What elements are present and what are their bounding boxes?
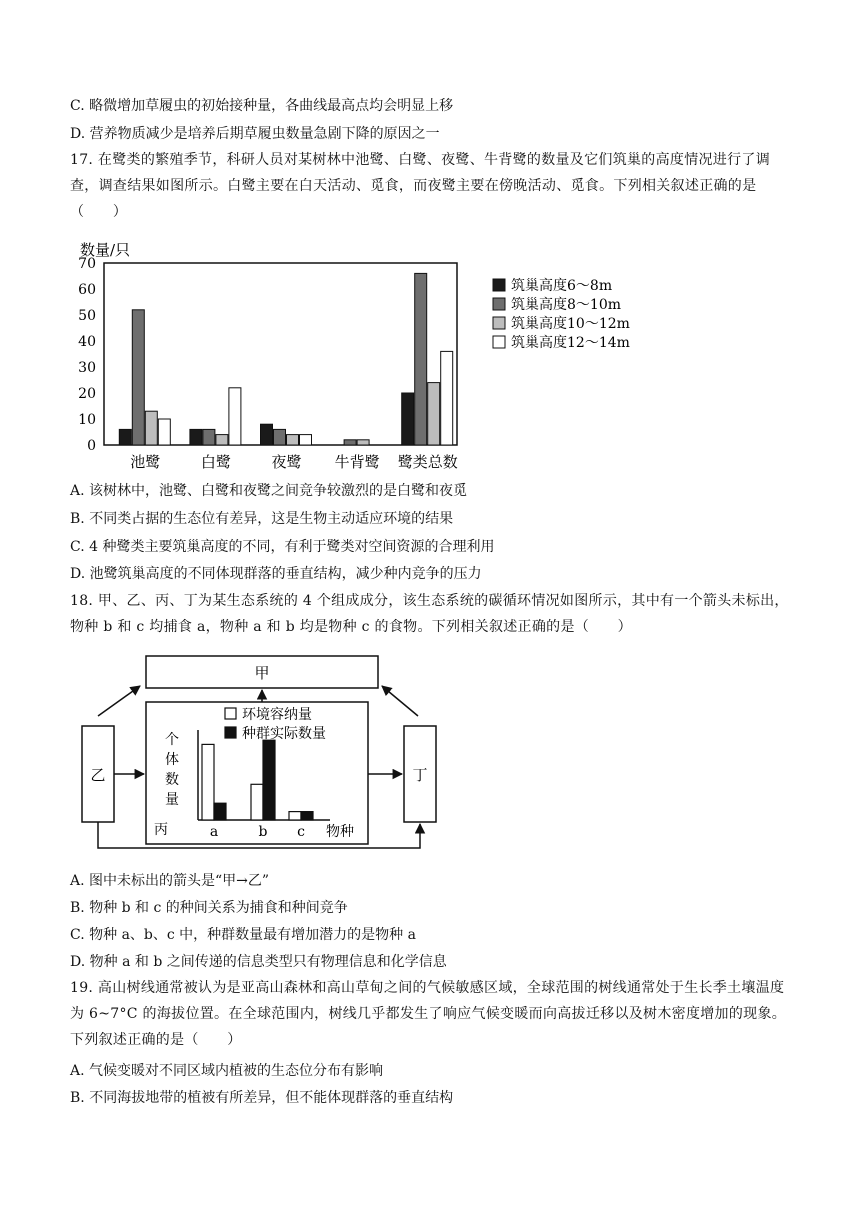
legend-label: 筑巢高度12～14m (511, 335, 630, 351)
x-category-label: 池鹭 (130, 453, 161, 471)
q18-option-c: C. 物种 a、b、c 中，种群数量最有增加潜力的是物种 a (70, 927, 416, 943)
bar (145, 411, 157, 445)
bar (261, 424, 273, 445)
legend-label: 筑巢高度6～8m (511, 278, 613, 294)
x-category-label: 夜鹭 (271, 453, 302, 471)
y-tick-label: 40 (78, 334, 96, 350)
y-axis-title-char: 数 (165, 772, 179, 788)
bar (415, 273, 427, 445)
q18-option-d: D. 物种 a 和 b 之间传递的信息类型只有物理信息和化学信息 (70, 954, 447, 970)
x-axis-title: 物种 (326, 824, 354, 840)
y-tick-label: 0 (87, 438, 96, 454)
q16-option-d: D. 营养物质减少是培养后期草履虫数量急剧下降的原因之一 (70, 126, 440, 142)
bar (441, 351, 453, 445)
bar (357, 440, 369, 445)
arrow-yi-to-jia (98, 686, 140, 716)
x-category-label: 牛背鹭 (334, 453, 380, 471)
y-tick-label: 70 (78, 256, 96, 272)
carbon-cycle-diagram (70, 650, 450, 860)
q19-option-a: A. 气候变暖对不同区域内植被的生态位分布有影响 (70, 1063, 384, 1079)
bar (287, 435, 299, 445)
bar (229, 388, 241, 445)
legend-swatch (493, 317, 505, 329)
y-axis-title-char: 量 (165, 792, 179, 808)
label-bing: 丙 (154, 822, 168, 838)
q18-option-a: A. 图中未标出的箭头是“甲→乙” (70, 873, 270, 889)
legend-label: 筑巢高度8～10m (511, 297, 621, 313)
bar (301, 812, 313, 820)
legend-swatch (225, 727, 236, 738)
x-category-label: b (258, 824, 268, 840)
label-ding: 丁 (412, 766, 428, 784)
label-yi: 乙 (90, 766, 106, 784)
bar (289, 812, 301, 820)
q19-option-b: B. 不同海拔地带的植被有所差异，但不能体现群落的垂直结构 (70, 1090, 454, 1106)
x-category-label: c (297, 824, 305, 840)
bar (119, 429, 131, 445)
q17-option-b: B. 不同类占据的生态位有差异，这是生物主动适应环境的结果 (70, 511, 454, 527)
x-category-label: 鹭类总数 (397, 453, 458, 471)
legend-label: 环境容纳量 (242, 707, 312, 723)
y-tick-label: 50 (78, 308, 96, 324)
q17-stem: 17. 在鹭类的繁殖季节，科研人员对某树林中池鹭、白鹭、夜鹭、牛背鹭的数量及它们筑巢的高度情况进行了调查，调查结果如图所示。白鹭主要在白天活动、觅食，而夜鹭主要在傍晚活动、觅食。下列相关叙述正确的是（ ） (70, 152, 771, 220)
legend-swatch (493, 336, 505, 348)
legend-swatch (225, 708, 236, 719)
bar (402, 393, 414, 445)
bird-nest-chart (60, 235, 700, 475)
q16-option-c: C. 略微增加草履虫的初始接种量，各曲线最高点均会明显上移 (70, 98, 454, 114)
q19-stem: 19. 高山树线通常被认为是亚高山森林和高山草甸之间的气候敏感区域，全球范围的树线通常处于生长季土壤温度为 6~7°C 的海拔位置。在全球范围内，树线几乎都发生了响应气候变暖而向高拔迁移以及树木密度增加的现象。下列叙述正确的是（ ） (70, 980, 787, 1048)
bar (202, 744, 214, 820)
bar (132, 310, 144, 445)
x-category-label: 白鹭 (200, 453, 231, 471)
label-jia: 甲 (254, 664, 270, 682)
y-tick-label: 20 (78, 386, 96, 402)
q18-option-b: B. 物种 b 和 c 的种间关系为捕食和种间竞争 (70, 900, 348, 916)
bar (203, 429, 215, 445)
q17-option-c: C. 4 种鹭类主要筑巢高度的不同，有利于鹭类对空间资源的合理利用 (70, 539, 495, 555)
y-tick-label: 60 (78, 282, 96, 298)
legend-label: 筑巢高度10～12m (511, 316, 630, 332)
arrow-ding-to-jia (382, 686, 418, 716)
bar (251, 784, 263, 820)
y-axis-title-char: 个 (165, 732, 179, 748)
q17-option-a: A. 该树林中，池鹭、白鹭和夜鹭之间竞争较激烈的是白鹭和夜觅 (70, 483, 468, 499)
legend-label: 种群实际数量 (242, 726, 326, 742)
y-tick-label: 30 (78, 360, 96, 376)
bar (263, 740, 275, 820)
legend-swatch (493, 279, 505, 291)
bar (344, 440, 356, 445)
box-bing (146, 702, 368, 844)
bar (214, 803, 226, 820)
bar (300, 435, 312, 445)
q17-option-d: D. 池鹭筑巢高度的不同体现群落的垂直结构，减少种内竞争的压力 (70, 566, 482, 582)
bar (158, 419, 170, 445)
bar (190, 429, 202, 445)
bar (428, 383, 440, 445)
q18-stem: 18. 甲、乙、丙、丁为某生态系统的 4 个组成成分，该生态系统的碳循环情况如图所示，其中有一个箭头未标出，物种 b 和 c 均捕食 a，物种 a 和 b 均是物种 c 的食物。下列相关叙述正确的是（ ） (70, 593, 789, 635)
bar (274, 429, 286, 445)
y-tick-label: 10 (78, 412, 96, 428)
legend-swatch (493, 298, 505, 310)
y-axis-title: 数量/只 (80, 241, 131, 259)
y-axis-title-char: 体 (165, 752, 179, 768)
bar (216, 435, 228, 445)
x-category-label: a (209, 824, 219, 840)
